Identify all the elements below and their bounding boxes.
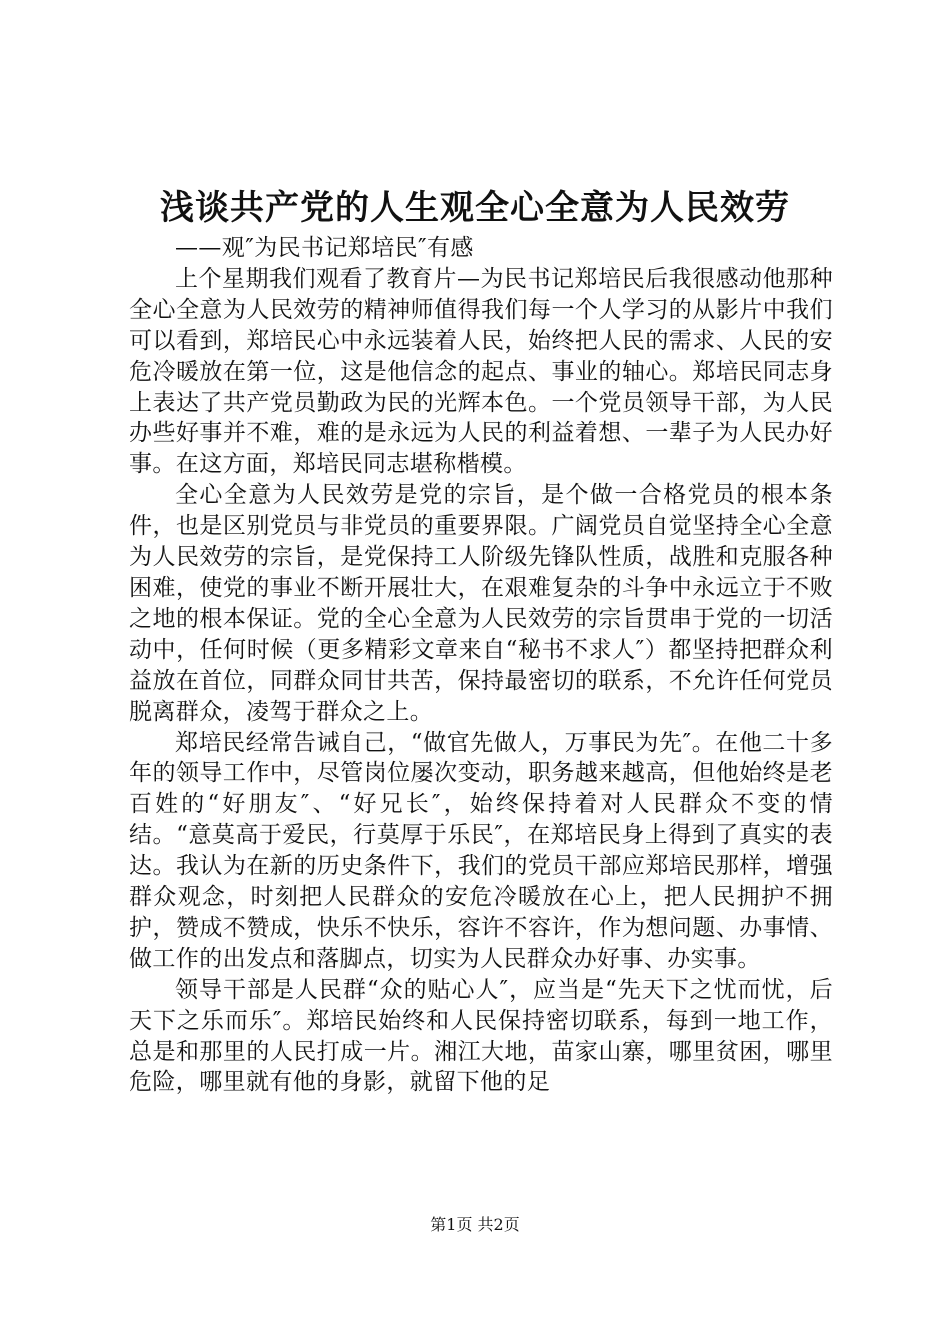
page-number-footer: 第1页 共2页 (430, 1215, 520, 1234)
document-title: 浅谈共产党的人生观全心全意为人民效劳 (160, 188, 790, 228)
document-subtitle: ——观″为民书记郑培民″有感 (175, 235, 474, 261)
paragraph: 全心全意为人民效劳是党的宗旨，是个做一合格党员的根本条件，也是区别党员与非党员的重要界限。广阔党员自觉坚持全心全意为人民效劳的宗旨，是党保持工人阶级先锋队性质，战胜和克服各种困难，使党的事业不断开展壮大，在艰难复杂的斗争中永远立于不败之地的根本保证。党的全心全意为人民效劳的宗旨贯串于党的一切活动中，任何时候（更多精彩文章来自“秘书不求人″）都坚持把群众利益放在首位，同群众同甘共苦，保持最密切的联系，不允许任何党员脱离群众，凌驾于群众之上。 (129, 482, 833, 725)
paragraph: 郑培民经常告诫自己，“做官先做人，万事民为先″。在他二十多年的领导工作中，尽管岗位屡次变动，职务越来越高，但他始终是老百姓的“好朋友″、“好兄长″，始终保持着对人民群众不变的情结。“意莫高于爱民，行莫厚于乐民″，在郑培民身上得到了真实的表达。我认为在新的历史条件下，我们的党员干部应郑培民那样，增强群众观念，时刻把人民群众的安危冷暖放在心上，把人民拥护不拥护，赞成不赞成，快乐不快乐，容许不容许，作为想问题、办事情、做工作的出发点和落脚点，切实为人民群众办好事、办实事。 (129, 729, 833, 972)
document-body (129, 233, 833, 1098)
paragraph: 上个星期我们观看了教育片—为民书记郑培民后我很感动他那种全心全意为人民效劳的精神师值得我们每一个人学习的从影片中我们可以看到，郑培民心中永远装着人民，始终把人民的需求、人民的安危冷暖放在第一位，这是他信念的起点、事业的轴心。郑培民同志身上表达了共产党员勤政为民的光辉本色。一个党员领导干部，为人民办些好事并不难，难的是永远为人民的利益着想、一辈子为人民办好事。在这方面，郑培民同志堪称楷模。 (129, 265, 833, 478)
paragraph: 领导干部是人民群“众的贴心人″，应当是“先天下之忧而忧，后天下之乐而乐″。郑培民始终和人民保持密切联系，每到一地工作，总是和那里的人民打成一片。湘江大地，苗家山寨，哪里贫困，哪里危险，哪里就有他的身影，就留下他的足 (129, 976, 833, 1096)
